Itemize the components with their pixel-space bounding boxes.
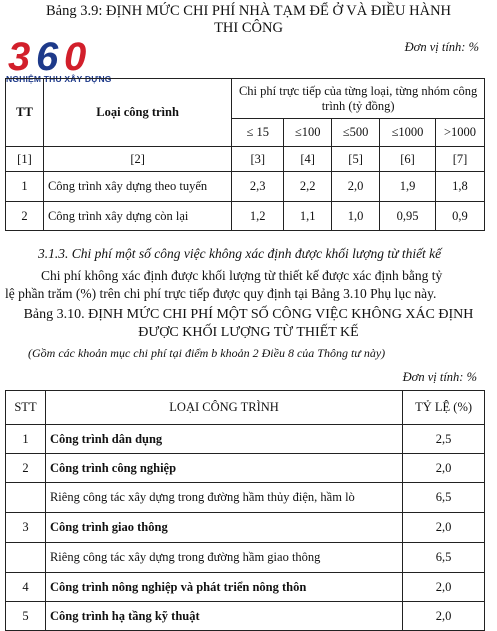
table-row (6, 543, 485, 573)
row-rate: 6,5 (403, 483, 485, 513)
row-name: Công trình xây dựng theo tuyến (43, 172, 231, 202)
table-3-10-title-line2: ĐƯỢC KHỐI LƯỢNG TỪ THIẾT KẾ (138, 325, 359, 340)
row-rate: 6,5 (403, 543, 485, 573)
logo-360-mark-icon (6, 36, 106, 76)
row-stt (6, 543, 46, 573)
paragraph-line2: lệ phần trăm (%) trên chi phí trực tiếp được quy định tại Bảng 3.10 Phụ lục này. (5, 286, 437, 301)
table-row (6, 573, 485, 602)
row-value: 2,0 (332, 172, 380, 202)
row-name: Công trình giao thông (45, 513, 402, 543)
row-name: Công trình nông nghiệp và phát triển nông thôn (45, 573, 402, 602)
table-3-9-title-line2: THI CÔNG (214, 20, 283, 36)
row-rate: 2,0 (403, 454, 485, 483)
table-3-10-title-line1: Bảng 3.10. ĐỊNH MỨC CHI PHÍ MỘT SỐ CÔNG VIỆC KHÔNG XÁC ĐỊNH (23, 307, 474, 322)
row-rate: 2,0 (403, 513, 485, 543)
table-row (6, 483, 485, 513)
row-value: 1,8 (435, 172, 484, 202)
header-tt: TT (6, 79, 44, 147)
row-stt: 5 (6, 602, 46, 631)
col-head: ≤500 (332, 119, 380, 147)
table-row (6, 454, 485, 483)
row-tt: 2 (6, 202, 44, 231)
row-value: 1,2 (232, 202, 284, 231)
table-3-10 (5, 390, 485, 631)
svg-text:3: 3 (8, 36, 31, 76)
row-value: 0,9 (435, 202, 484, 231)
col-head: ≤100 (284, 119, 332, 147)
section-heading: 3.1.3. Chi phí một số công việc không xác định được khối lượng từ thiết kế (38, 246, 442, 261)
header-rate: TỶ LỆ (%) (403, 391, 485, 425)
table-row (6, 602, 485, 631)
row-value: 1,1 (284, 202, 332, 231)
row-rate: 2,0 (403, 602, 485, 631)
row-rate: 2,5 (403, 425, 485, 454)
table-3-9 (5, 78, 485, 231)
index-cell: [5] (332, 147, 380, 172)
row-stt: 1 (6, 425, 46, 454)
row-value: 1,9 (380, 172, 436, 202)
header-type: LOẠI CÔNG TRÌNH (45, 391, 402, 425)
index-cell: [4] (284, 147, 332, 172)
table-row (6, 425, 485, 454)
row-name: Riêng công tác xây dựng trong đường hầm thủy điện, hầm lò (45, 483, 402, 513)
table-3-10-title (0, 306, 497, 342)
row-name: Riêng công tác xây dựng trong đường hầm giao thông (45, 543, 402, 573)
row-tt: 1 (6, 172, 44, 202)
table-3-10-note: (Gồm các khoản mục chi phí tại điểm b khoản 2 Điều 8 của Thông tư này) (28, 346, 386, 360)
header-cost: Chi phí trực tiếp của từng loại, từng nhóm công trình (tỷ đồng) (232, 79, 485, 119)
table-row (6, 202, 485, 231)
index-cell: [3] (232, 147, 284, 172)
row-name: Công trình dân dụng (45, 425, 402, 454)
table-3-9-title (0, 3, 497, 37)
col-head: >1000 (435, 119, 484, 147)
table-3-9-unit: Đơn vị tính: % (404, 40, 479, 54)
row-name: Công trình hạ tầng kỹ thuật (45, 602, 402, 631)
index-cell: [7] (435, 147, 484, 172)
header-stt: STT (6, 391, 46, 425)
svg-text:6: 6 (36, 36, 59, 76)
col-head: ≤1000 (380, 119, 436, 147)
row-stt: 3 (6, 513, 46, 543)
row-name: Công trình xây dựng còn lại (43, 202, 231, 231)
row-stt: 4 (6, 573, 46, 602)
row-value: 1,0 (332, 202, 380, 231)
logo-text: NGHIỆM THU XÂY DỰNG (6, 74, 112, 84)
header-type: Loại công trình (43, 79, 231, 147)
row-value: 2,3 (232, 172, 284, 202)
table-3-10-unit: Đơn vị tính: % (402, 370, 477, 384)
row-name: Công trình công nghiệp (45, 454, 402, 483)
row-rate: 2,0 (403, 573, 485, 602)
col-head: ≤ 15 (232, 119, 284, 147)
index-cell: [2] (43, 147, 231, 172)
paragraph-line1: Chi phí không xác định được khối lượng từ thiết kế được xác định bằng tỷ (41, 268, 443, 283)
table-3-9-title-line1: Bảng 3.9: ĐỊNH MỨC CHI PHÍ NHÀ TẠM ĐỂ Ở VÀ ĐIỀU HÀNH (45, 3, 452, 19)
row-value: 0,95 (380, 202, 436, 231)
row-value: 2,2 (284, 172, 332, 202)
index-cell: [1] (6, 147, 44, 172)
table-row (6, 513, 485, 543)
table-row (6, 172, 485, 202)
svg-text:0: 0 (64, 36, 87, 76)
row-stt (6, 483, 46, 513)
row-stt: 2 (6, 454, 46, 483)
index-cell: [6] (380, 147, 436, 172)
